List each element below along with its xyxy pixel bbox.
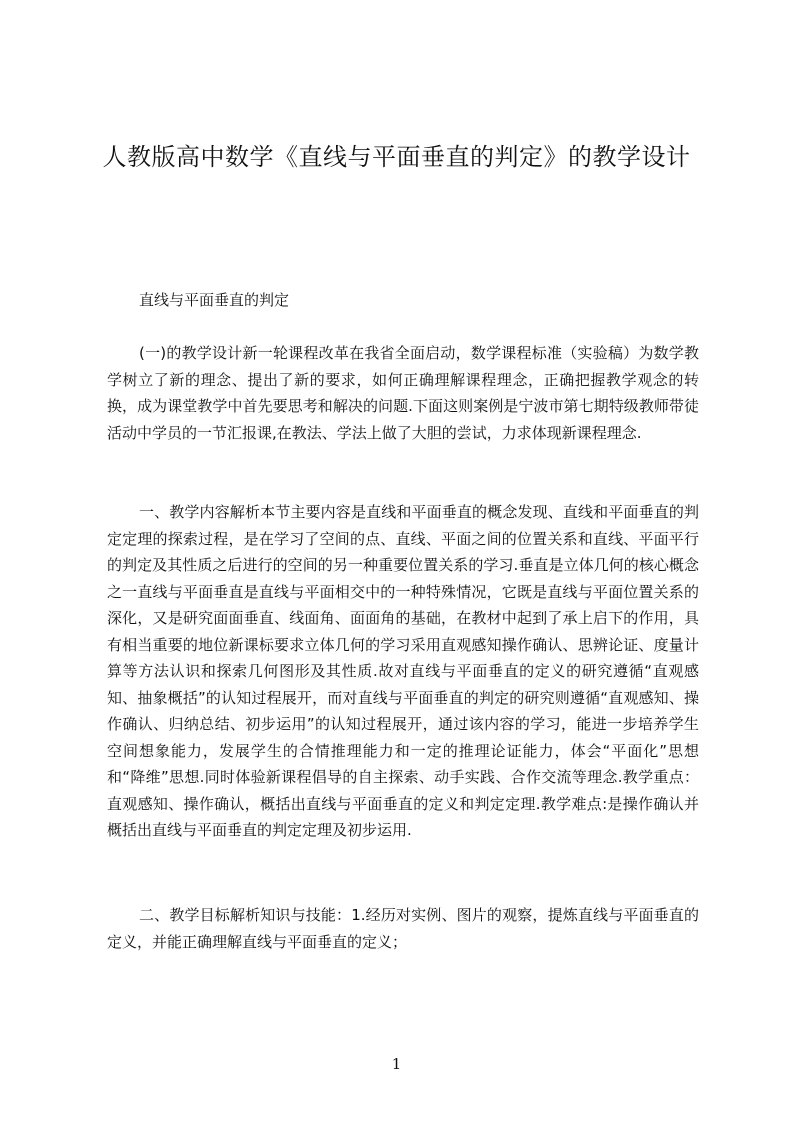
page-number: 1 <box>391 1055 402 1073</box>
section-subtitle: 直线与平面垂直的判定 <box>139 291 290 309</box>
paragraph-objectives: 二、教学目标解析知识与技能：1.经历对实例、图片的观察，提炼直线与平面垂直的定义，并能正确理解直线与平面垂直的定义； <box>107 906 699 951</box>
paragraph-intro: (一)的教学设计新一轮课程改革在我省全面启动，数学课程标准（实验稿）为数学教学树立了新的理念、提出了新的要求，如何正确理解课程理念，正确把握教学观念的转换，成为课堂教学中首先要思考和解决的问题.下面这则案例是宁波市第七期特级教师带徒活动中学员的一节汇报课,在教法、学法上做了大胆的尝试，力求体现新课程理念. <box>107 344 699 442</box>
paragraph-content-analysis: 一、教学内容解析本节主要内容是直线和平面垂直的概念发现、直线和平面垂直的判定定理的探索过程，是在学习了空间的点、直线、平面之间的位置关系和直线、平面平行的判定及其性质之后进行的空间的另一种重要位置关系的学习.垂直是立体几何的核心概念之一直线与平面垂直是直线与平面相交中的一种特殊情况，它既是直线与平面位置关系的深化，又是研究面面垂直、线面角、面面角的基础，在教材中起到了承上启下的作用，具有相当重要的地位新课标要求立体几何的学习采用直观感知操作确认、思辨论证、度量计算等方法认识和探索几何图形及其性质.故对直线与平面垂直的定义的研究遵循“直观感知、抽象概括”的认知过程展开，而对直线与平面垂直的判定的研究则遵循“直观感知、操作确认、归纳总结、初步运用”的认知过程展开，通过该内容的学习，能进一步培养学生空间想象能力，发展学生的合情推理能力和一定的推理论证能力，体会“平面化”思想和“降维”思想.同时体验新课程倡导的自主探索、动手实践、合作交流等理念.教学重点：直观感知、操作确认，概括出直线与平面垂直的定义和判定定理.教学难点:是操作确认并概括出直线与平面垂直的判定定理及初步运用. <box>107 503 699 839</box>
document-title: 人教版高中数学《直线与平面垂直的判定》的教学设计 <box>102 143 691 171</box>
